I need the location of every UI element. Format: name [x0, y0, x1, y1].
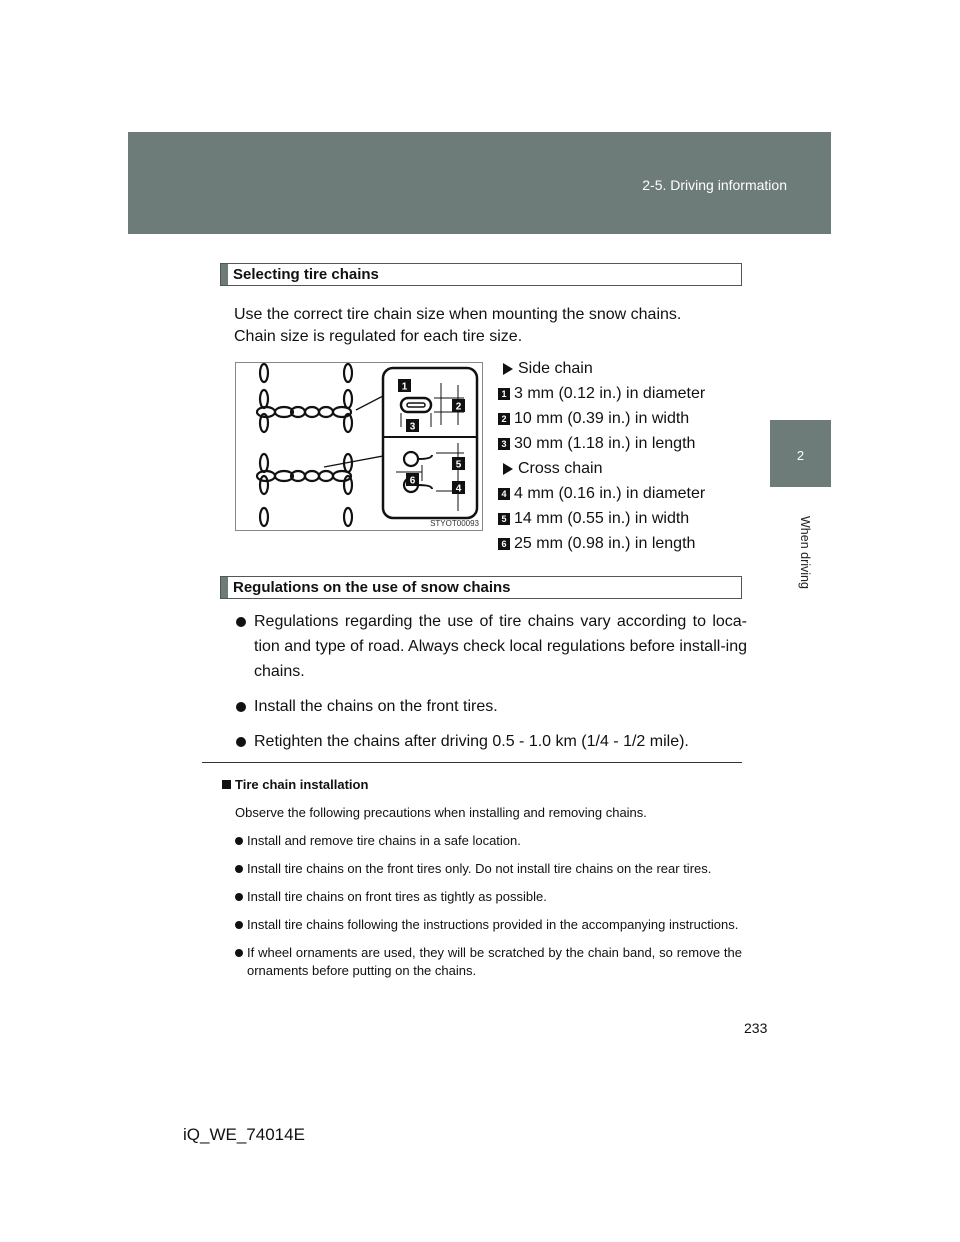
svg-text:5: 5 — [455, 459, 462, 471]
list-item: Install tire chains following the instructions provided in the accompanying instructions. — [222, 916, 742, 934]
number-badge: 1 — [498, 388, 510, 400]
page-number: 233 — [744, 1020, 768, 1036]
section-title: 2-5. Driving information — [642, 177, 787, 193]
triangle-pointer-icon — [503, 463, 513, 475]
notes-intro: Observe the following precautions when installing and removing chains. — [235, 805, 647, 820]
heading-text: Regulations on the use of snow chains — [233, 579, 511, 596]
number-badge: 4 — [498, 488, 510, 500]
intro-line-1: Use the correct tire chain size when mounting the snow chains. — [234, 306, 682, 323]
heading-text: Selecting tire chains — [233, 266, 379, 283]
intro-line-2: Chain size is regulated for each tire size. — [234, 328, 523, 345]
spec-item: 6 25 mm (0.98 in.) in length — [498, 531, 705, 556]
side-chain-label: Side chain — [498, 356, 705, 381]
spec-item: 4 4 mm (0.16 in.) in diameter — [498, 481, 705, 506]
cross-chain-label: Cross chain — [498, 456, 705, 481]
bullet-dot-icon — [236, 702, 246, 712]
bullet-dot-icon — [235, 921, 243, 929]
chain-spec-list — [498, 356, 705, 556]
list-item: Retighten the chains after driving 0.5 - 1.0 km (1/4 - 1/2 mile). — [232, 729, 747, 754]
tire-chain-diagram — [235, 362, 483, 531]
figure-code: STYOT00093 — [430, 519, 479, 528]
svg-text:6: 6 — [409, 475, 416, 487]
section-heading-regulations — [220, 576, 742, 599]
list-item: Install and remove tire chains in a safe location. — [222, 832, 742, 850]
chapter-label: When driving — [798, 516, 812, 589]
triangle-pointer-icon — [503, 363, 513, 375]
list-item: Install tire chains on front tires as tightly as possible. — [222, 888, 742, 906]
bullet-dot-icon — [235, 837, 243, 845]
svg-text:4: 4 — [455, 483, 462, 495]
chapter-tab[interactable] — [770, 420, 831, 487]
number-badge: 6 — [498, 538, 510, 550]
heading-accent-bar — [221, 264, 228, 285]
svg-text:1: 1 — [401, 381, 408, 393]
number-badge: 3 — [498, 438, 510, 450]
chain-illustration — [236, 363, 482, 530]
chapter-number: 2 — [796, 448, 805, 463]
bullet-dot-icon — [236, 737, 246, 747]
list-item: Install tire chains on the front tires only. Do not install tire chains on the rear tires. — [222, 860, 742, 878]
list-item: Regulations regarding the use of tire chains vary according to loca-tion and type of road. Always check local regulations before install-ing chains. — [232, 609, 747, 684]
number-badge: 2 — [498, 413, 510, 425]
spec-item: 2 10 mm (0.39 in.) in width — [498, 406, 705, 431]
regulations-list — [232, 609, 747, 764]
section-heading-selecting-chains — [220, 263, 742, 286]
heading-accent-bar — [221, 577, 228, 598]
square-bullet-icon — [222, 780, 231, 789]
list-item: Install the chains on the front tires. — [232, 694, 747, 719]
svg-text:2: 2 — [455, 401, 462, 413]
bullet-dot-icon — [235, 949, 243, 957]
bullet-dot-icon — [235, 865, 243, 873]
bullet-dot-icon — [236, 617, 246, 627]
spec-item: 1 3 mm (0.12 in.) in diameter — [498, 381, 705, 406]
number-badge: 5 — [498, 513, 510, 525]
list-item: If wheel ornaments are used, they will be scratched by the chain band, so remove the ornaments before putting on the chains. — [222, 944, 742, 980]
document-code: iQ_WE_74014E — [183, 1125, 305, 1144]
spec-item: 3 30 mm (1.18 in.) in length — [498, 431, 705, 456]
header-band — [128, 132, 831, 234]
installation-notes — [222, 776, 742, 980]
notes-heading: Tire chain installation — [222, 776, 742, 794]
spec-item: 5 14 mm (0.55 in.) in width — [498, 506, 705, 531]
bullet-dot-icon — [235, 893, 243, 901]
divider — [202, 762, 742, 763]
svg-text:3: 3 — [409, 421, 416, 433]
